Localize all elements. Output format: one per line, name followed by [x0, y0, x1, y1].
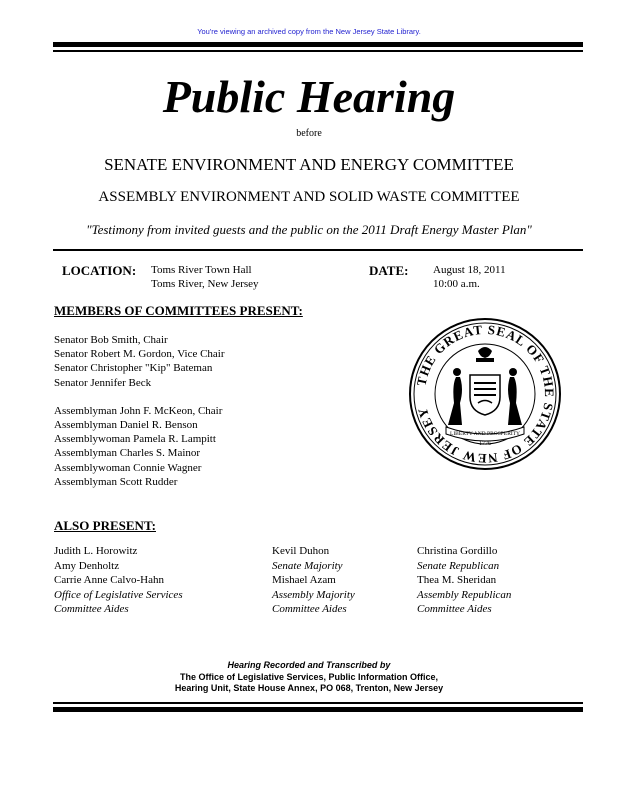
senator-item: Senator Bob Smith, Chair	[54, 334, 168, 346]
senate-committee-name: SENATE ENVIRONMENT AND ENERGY COMMITTEE	[104, 155, 514, 174]
assembly-member-item: Assemblyman Charles S. Mainor	[54, 447, 201, 460]
staff-name: Mishael Azam	[272, 574, 336, 587]
staff-affiliation: Assembly Republican	[417, 588, 512, 601]
staff-name: Thea M. Sheridan	[417, 574, 497, 587]
senator-item: Senator Jennifer Beck	[54, 376, 152, 389]
also-present-column-1	[54, 544, 183, 617]
staff-name: Christina Gordillo	[417, 545, 498, 557]
date-label: DATE:	[369, 263, 409, 278]
staff-name: Carrie Anne Calvo-Hahn	[54, 574, 164, 587]
assembly-member-item: Assemblywoman Connie Wagner	[54, 461, 202, 474]
location-value	[151, 263, 259, 291]
assembly-member-item: Assemblyman Daniel R. Benson	[54, 419, 198, 432]
seal-motto: LIBERTY AND PROSPERITY	[449, 431, 521, 437]
staff-affiliation: Senate Republican	[417, 559, 500, 572]
seal-ring-text: THE GREAT SEAL OF THE STATE OF NEW JERSEY	[413, 321, 558, 467]
credit-line-1: Hearing Recorded and Transcribed by	[227, 660, 391, 670]
staff-name: Judith L. Horowitz	[54, 545, 138, 557]
assembly-member-item: Assemblywoman Pamela R. Lampitt	[54, 433, 216, 446]
members-heading: MEMBERS OF COMMITTEES PRESENT:	[54, 303, 303, 318]
assembly-member-item: Assemblyman Scott Rudder	[54, 475, 178, 488]
hearing-subject: "Testimony from invited guests and the public on the 2011 Draft Energy Master Plan"	[86, 222, 532, 237]
staff-affiliation: Senate Majority	[272, 559, 343, 572]
location-line-2: Toms River, New Jersey	[151, 278, 259, 290]
also-present-heading: ALSO PRESENT:	[54, 518, 156, 533]
staff-affiliation: Office of Legislative Services	[54, 588, 183, 601]
archive-banner: You're viewing an archived copy from the New Jersey State Library.	[197, 27, 421, 36]
assembly-committee-name: ASSEMBLY ENVIRONMENT AND SOLID WASTE COMMITTEE	[98, 189, 520, 205]
members-list	[54, 333, 225, 489]
also-present-column-2	[272, 544, 355, 617]
top-rule-thick	[53, 42, 583, 47]
date-value	[433, 263, 506, 291]
senator-item: Senator Christopher "Kip" Bateman	[54, 362, 213, 375]
staff-name: Kevil Duhon	[272, 545, 330, 557]
seal-year: 1776	[479, 441, 491, 447]
location-label: LOCATION:	[62, 263, 137, 278]
new-jersey-seal-icon	[408, 317, 562, 471]
location-line-1: Toms River Town Hall	[151, 264, 252, 276]
transcription-credit	[0, 660, 618, 695]
bottom-rule-thin	[53, 702, 583, 704]
date-line-1: August 18, 2011	[433, 264, 506, 276]
page-title: Public Hearing	[162, 71, 456, 122]
credit-line-2: The Office of Legislative Services, Public Information Office,	[179, 671, 439, 682]
staff-affiliation: Assembly Majority	[272, 588, 355, 601]
staff-affiliation: Committee Aides	[272, 603, 347, 616]
staff-affiliation: Committee Aides	[54, 603, 129, 616]
senator-item: Senator Robert M. Gordon, Vice Chair	[54, 348, 225, 361]
top-rule-thin	[53, 50, 583, 52]
subject-rule	[53, 249, 583, 251]
staff-affiliation: Committee Aides	[417, 603, 492, 616]
bottom-rule-thick	[53, 707, 583, 712]
assembly-member-item: Assemblyman John F. McKeon, Chair	[54, 404, 223, 417]
also-present-column-3	[417, 544, 511, 617]
credit-line-3: Hearing Unit, State House Annex, PO 068, Trenton, New Jersey	[174, 683, 444, 693]
staff-name: Amy Denholtz	[54, 559, 120, 572]
before-text: before	[296, 128, 322, 139]
date-line-2: 10:00 a.m.	[433, 278, 480, 290]
